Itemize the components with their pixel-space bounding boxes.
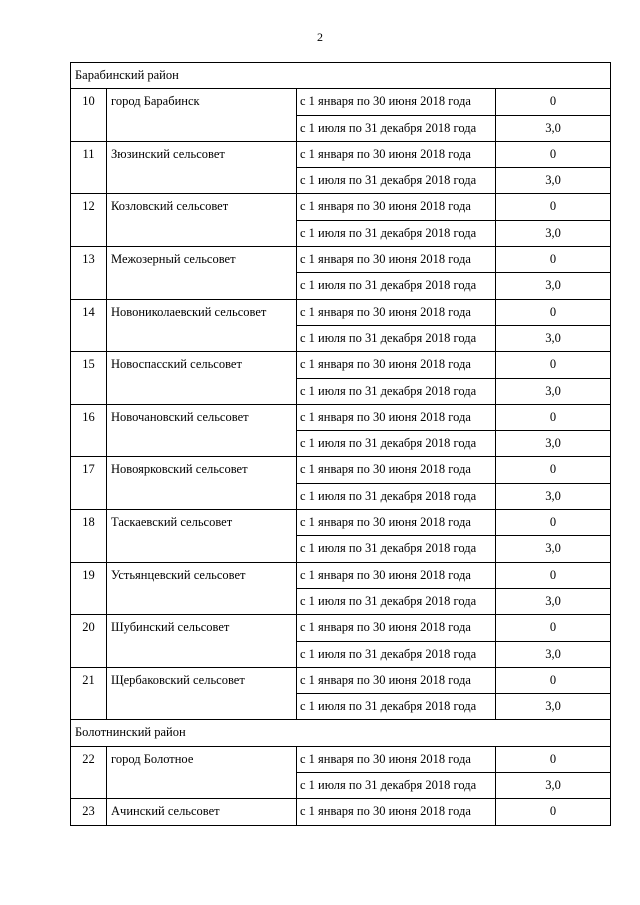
period-cell: с 1 января по 30 июня 2018 года: [297, 457, 496, 483]
rate-value: 0: [496, 510, 611, 536]
rate-value: 3,0: [496, 115, 611, 141]
row-number: 20: [71, 615, 107, 668]
municipality-name: Зюзинский сельсовет: [107, 141, 297, 194]
rate-value: 0: [496, 89, 611, 115]
period-cell: с 1 июля по 31 декабря 2018 года: [297, 483, 496, 509]
municipality-name: Новоярковский сельсовет: [107, 457, 297, 510]
table-row: [71, 352, 611, 378]
rate-value: 0: [496, 194, 611, 220]
rate-value: 0: [496, 799, 611, 825]
table-row: [71, 247, 611, 273]
municipality-name: Новочановский сельсовет: [107, 404, 297, 457]
rate-value: 3,0: [496, 431, 611, 457]
table-row: [71, 510, 611, 536]
rate-value: 0: [496, 615, 611, 641]
municipality-name: Межозерный сельсовет: [107, 247, 297, 300]
rate-value: 0: [496, 299, 611, 325]
period-cell: с 1 января по 30 июня 2018 года: [297, 247, 496, 273]
period-cell: с 1 июля по 31 декабря 2018 года: [297, 220, 496, 246]
region-row: [71, 63, 611, 89]
period-cell: с 1 января по 30 июня 2018 года: [297, 404, 496, 430]
municipality-name: город Болотное: [107, 746, 297, 799]
period-cell: с 1 января по 30 июня 2018 года: [297, 615, 496, 641]
period-cell: с 1 января по 30 июня 2018 года: [297, 352, 496, 378]
period-cell: с 1 января по 30 июня 2018 года: [297, 194, 496, 220]
rate-value: 0: [496, 457, 611, 483]
row-number: 11: [71, 141, 107, 194]
row-number: 14: [71, 299, 107, 352]
municipality-name: Щербаковский сельсовет: [107, 667, 297, 720]
rate-value: 3,0: [496, 773, 611, 799]
period-cell: с 1 июля по 31 декабря 2018 года: [297, 273, 496, 299]
table-row: [71, 746, 611, 772]
period-cell: с 1 января по 30 июня 2018 года: [297, 667, 496, 693]
row-number: 15: [71, 352, 107, 405]
period-cell: с 1 января по 30 июня 2018 года: [297, 746, 496, 772]
rate-value: 0: [496, 352, 611, 378]
table-row: [71, 404, 611, 430]
rates-table-body: [71, 63, 611, 826]
period-cell: с 1 июля по 31 декабря 2018 года: [297, 641, 496, 667]
table-row: [71, 89, 611, 115]
rate-value: 3,0: [496, 641, 611, 667]
row-number: 22: [71, 746, 107, 799]
period-cell: с 1 июля по 31 декабря 2018 года: [297, 694, 496, 720]
row-number: 16: [71, 404, 107, 457]
period-cell: с 1 июля по 31 декабря 2018 года: [297, 588, 496, 614]
table-row: [71, 667, 611, 693]
municipality-name: Козловский сельсовет: [107, 194, 297, 247]
row-number: 19: [71, 562, 107, 615]
rate-value: 3,0: [496, 483, 611, 509]
table-row: [71, 299, 611, 325]
period-cell: с 1 января по 30 июня 2018 года: [297, 510, 496, 536]
period-cell: с 1 января по 30 июня 2018 года: [297, 89, 496, 115]
row-number: 18: [71, 510, 107, 563]
row-number: 13: [71, 247, 107, 300]
rate-value: 3,0: [496, 325, 611, 351]
table-row: [71, 799, 611, 825]
table-row: [71, 194, 611, 220]
period-cell: с 1 июля по 31 декабря 2018 года: [297, 115, 496, 141]
rate-value: 3,0: [496, 588, 611, 614]
municipality-name: Новоспасский сельсовет: [107, 352, 297, 405]
row-number: 21: [71, 667, 107, 720]
period-cell: с 1 июля по 31 декабря 2018 года: [297, 536, 496, 562]
rate-value: 0: [496, 746, 611, 772]
period-cell: с 1 января по 30 июня 2018 года: [297, 299, 496, 325]
region-name: Барабинский район: [71, 63, 611, 89]
municipality-name: Шубинский сельсовет: [107, 615, 297, 668]
period-cell: с 1 июля по 31 декабря 2018 года: [297, 378, 496, 404]
municipality-name: Новониколаевский сельсовет: [107, 299, 297, 352]
rate-value: 3,0: [496, 273, 611, 299]
rate-value: 0: [496, 247, 611, 273]
period-cell: с 1 января по 30 июня 2018 года: [297, 141, 496, 167]
rate-value: 3,0: [496, 378, 611, 404]
table-row: [71, 615, 611, 641]
municipality-name: Ачинский сельсовет: [107, 799, 297, 825]
period-cell: с 1 июля по 31 декабря 2018 года: [297, 325, 496, 351]
rate-value: 0: [496, 562, 611, 588]
region-name: Болотнинский район: [71, 720, 611, 746]
rate-value: 3,0: [496, 694, 611, 720]
page-number: 2: [317, 30, 323, 44]
period-cell: с 1 июля по 31 декабря 2018 года: [297, 431, 496, 457]
rate-value: 3,0: [496, 536, 611, 562]
row-number: 10: [71, 89, 107, 142]
period-cell: с 1 июля по 31 декабря 2018 года: [297, 168, 496, 194]
municipality-name: Устьянцевский сельсовет: [107, 562, 297, 615]
row-number: 23: [71, 799, 107, 825]
rate-value: 3,0: [496, 220, 611, 246]
period-cell: с 1 января по 30 июня 2018 года: [297, 799, 496, 825]
table-row: [71, 457, 611, 483]
row-number: 17: [71, 457, 107, 510]
row-number: 12: [71, 194, 107, 247]
rates-table: [70, 62, 611, 826]
rate-value: 0: [496, 667, 611, 693]
period-cell: с 1 июля по 31 декабря 2018 года: [297, 773, 496, 799]
table-row: [71, 562, 611, 588]
period-cell: с 1 января по 30 июня 2018 года: [297, 562, 496, 588]
region-row: [71, 720, 611, 746]
rate-value: 0: [496, 141, 611, 167]
municipality-name: Таскаевский сельсовет: [107, 510, 297, 563]
rate-value: 0: [496, 404, 611, 430]
rate-value: 3,0: [496, 168, 611, 194]
table-row: [71, 141, 611, 167]
municipality-name: город Барабинск: [107, 89, 297, 142]
